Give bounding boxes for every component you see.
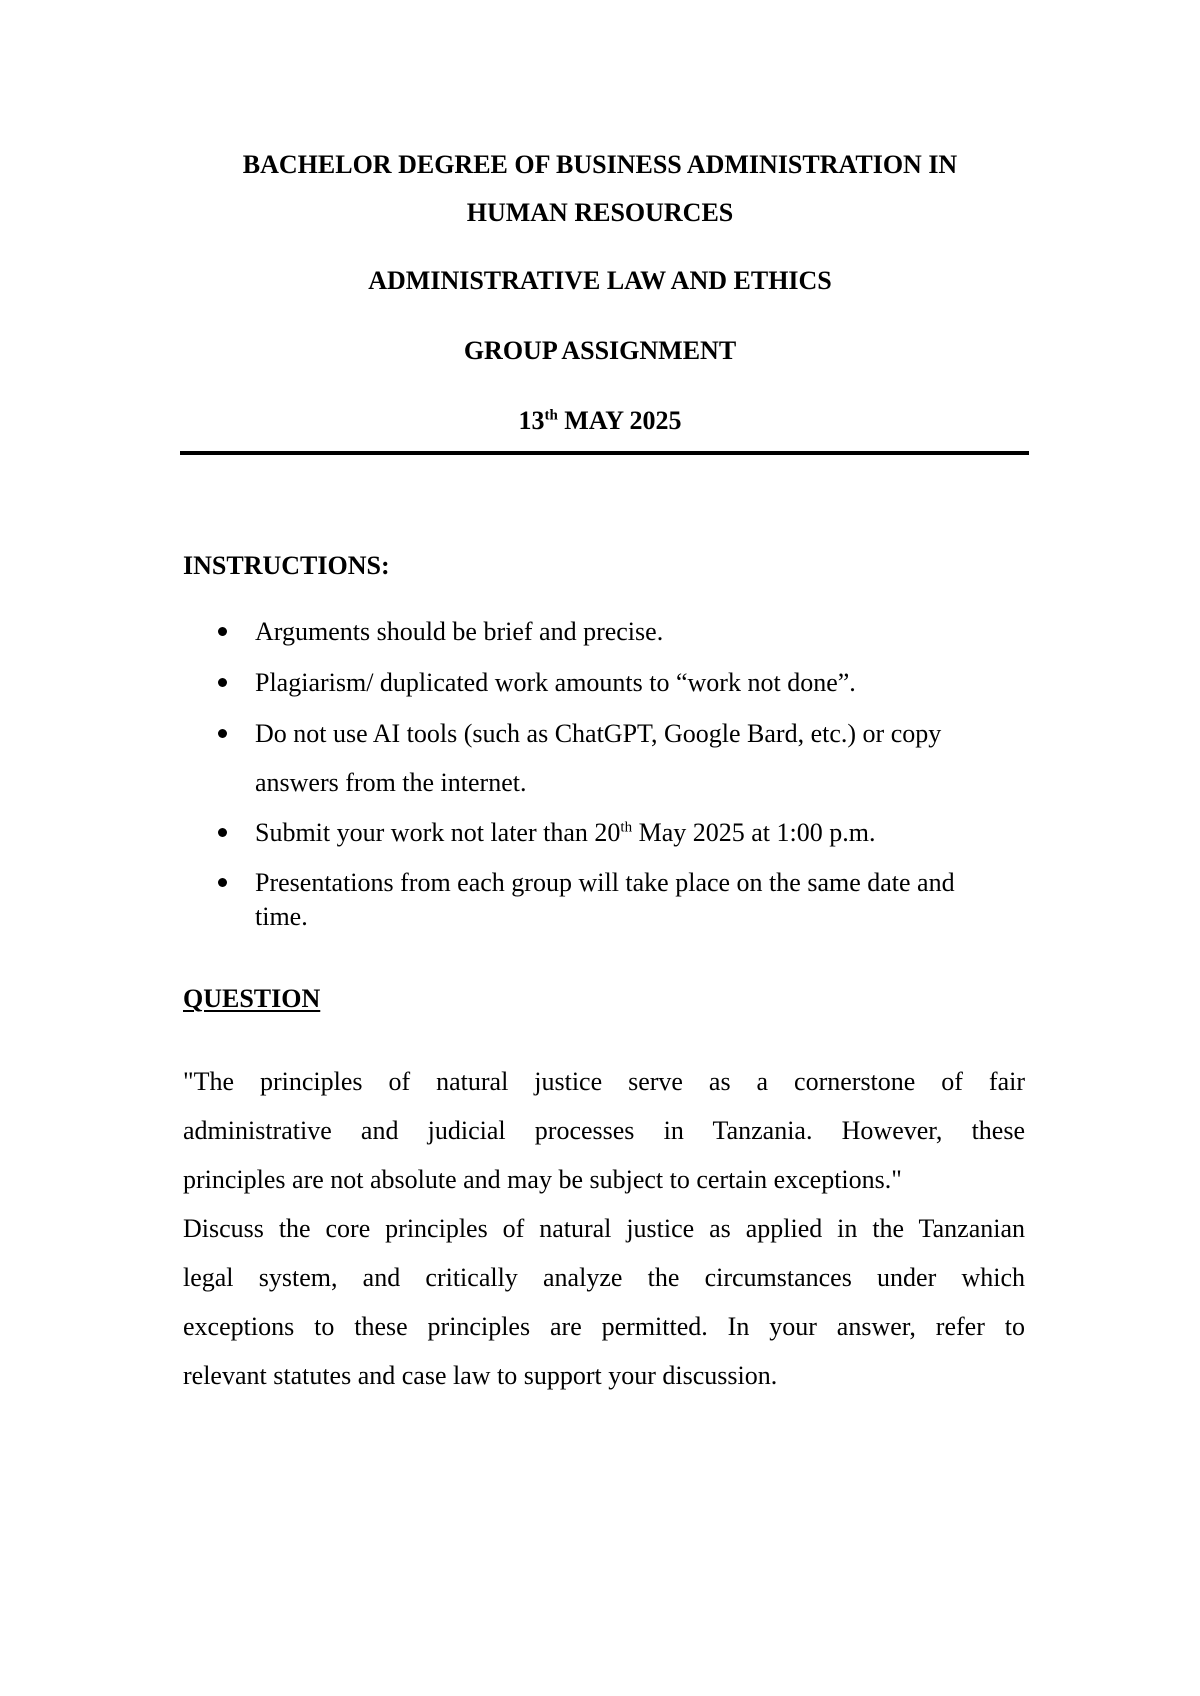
instruction-item: Do not use AI tools (such as ChatGPT, Google Bard, etc.) or copy xyxy=(255,719,942,748)
question-body xyxy=(183,1067,1025,1410)
question-discussion-line: Discuss the core principles of natural justice as applied in the Tanzanian xyxy=(183,1214,1025,1243)
instruction-item: Arguments should be brief and precise. xyxy=(255,617,664,646)
date-rest: MAY 2025 xyxy=(557,406,682,435)
date-superscript: th xyxy=(544,407,558,424)
course-title: ADMINISTRATIVE LAW AND ETHICS xyxy=(368,266,832,295)
degree-title-line-2: HUMAN RESOURCES xyxy=(466,198,734,227)
bullet-icon xyxy=(218,828,227,837)
question-quote-line: administrative and judicial processes in Tanzania. However, these xyxy=(183,1116,1025,1145)
deadline-text: Submit your work not later than 20 xyxy=(255,818,621,847)
instruction-item-continuation: answers from the internet. xyxy=(255,768,527,797)
question-discussion-line: relevant statutes and case law to support your discussion. xyxy=(183,1361,778,1390)
header-divider xyxy=(180,451,1029,455)
instruction-item xyxy=(255,818,1025,848)
bullet-icon xyxy=(218,878,227,887)
instruction-item-continuation: time. xyxy=(255,902,308,931)
date-day: 13 xyxy=(518,406,545,435)
bullet-icon xyxy=(218,729,227,738)
assignment-date xyxy=(0,406,1200,436)
question-heading: QUESTION xyxy=(183,984,321,1013)
question-quote-line: principles are not absolute and may be subject to certain exceptions." xyxy=(183,1165,902,1194)
bullet-icon xyxy=(218,678,227,687)
question-discussion-line: legal system, and critically analyze the circumstances under which xyxy=(183,1263,1025,1292)
question-quote-line: "The principles of natural justice serve as a cornerstone of fair xyxy=(183,1067,1025,1096)
deadline-text-rest: May 2025 at 1:00 p.m. xyxy=(632,818,876,847)
instructions-heading: INSTRUCTIONS: xyxy=(183,551,390,580)
instruction-item: Plagiarism/ duplicated work amounts to “work not done”. xyxy=(255,668,856,697)
question-discussion-line: exceptions to these principles are permitted. In your answer, refer to xyxy=(183,1312,1025,1341)
bullet-icon xyxy=(218,627,227,636)
instruction-item: Presentations from each group will take place on the same date and xyxy=(255,868,955,897)
assignment-title: GROUP ASSIGNMENT xyxy=(463,336,737,365)
degree-title-line-1: BACHELOR DEGREE OF BUSINESS ADMINISTRATION IN xyxy=(242,150,958,179)
deadline-superscript: th xyxy=(620,819,633,836)
